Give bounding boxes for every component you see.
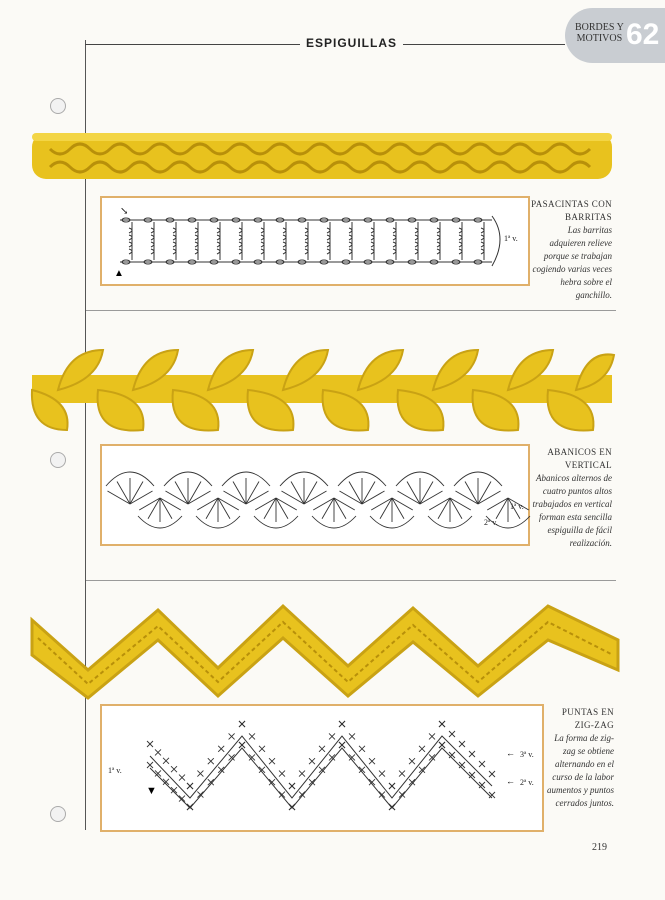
chart-box-zigzag	[100, 704, 544, 832]
section-title: ESPIGUILLAS	[300, 36, 403, 50]
row-label: 1ª v.	[510, 502, 524, 511]
row-label: 3ª v.	[520, 750, 534, 759]
caption-zigzag: PUNTAS EN ZIG-ZAG La forma de zig-zag se obtiene alternando en el curso de la labor aumentos y puntos cerrados juntos.	[547, 707, 614, 808]
chart-box-abanicos	[100, 444, 530, 546]
svg-text:▼: ▼	[146, 785, 157, 797]
crochet-chart-barritas	[102, 198, 528, 284]
crochet-chart-zigzag	[102, 706, 542, 830]
svg-text:▲: ▲	[114, 268, 124, 279]
section-divider	[86, 580, 616, 581]
svg-text:←: ←	[506, 776, 515, 786]
svg-text:←: ←	[506, 748, 515, 758]
chart-box-barritas	[100, 196, 530, 286]
caption-abanicos: ABANICOS EN VERTICAL Abanicos alternos de cuatro puntos altos trabajados en vertical forman esta sencilla espiguilla de fácil realización.	[532, 447, 612, 548]
page-number: 219	[592, 842, 607, 853]
start-marker: ↘	[120, 206, 129, 217]
binder-hole	[50, 98, 66, 114]
crochet-chart-abanicos	[102, 446, 528, 544]
braid-strip-photo	[30, 125, 615, 185]
row-label: 2ª v.	[520, 778, 534, 787]
binder-hole	[50, 806, 66, 822]
section-divider	[86, 310, 616, 311]
row-label: 1ª v.	[504, 234, 518, 243]
caption-barritas: PASACINTAS CON BARRITAS Las barritas adquieren relieve porque se trabajan cogiendo varias veces hebra sobre el ganchillo.	[531, 199, 612, 300]
row-label: 2ª v.	[484, 518, 498, 527]
fan-strip-photo	[28, 345, 618, 435]
chapter-tab-number: 62	[626, 18, 660, 51]
row-label: 1ª v.	[108, 766, 122, 775]
zigzag-strip-photo	[28, 600, 623, 700]
chapter-tab-label: BORDES Y MOTIVOS	[575, 22, 624, 44]
binder-hole	[50, 452, 66, 468]
